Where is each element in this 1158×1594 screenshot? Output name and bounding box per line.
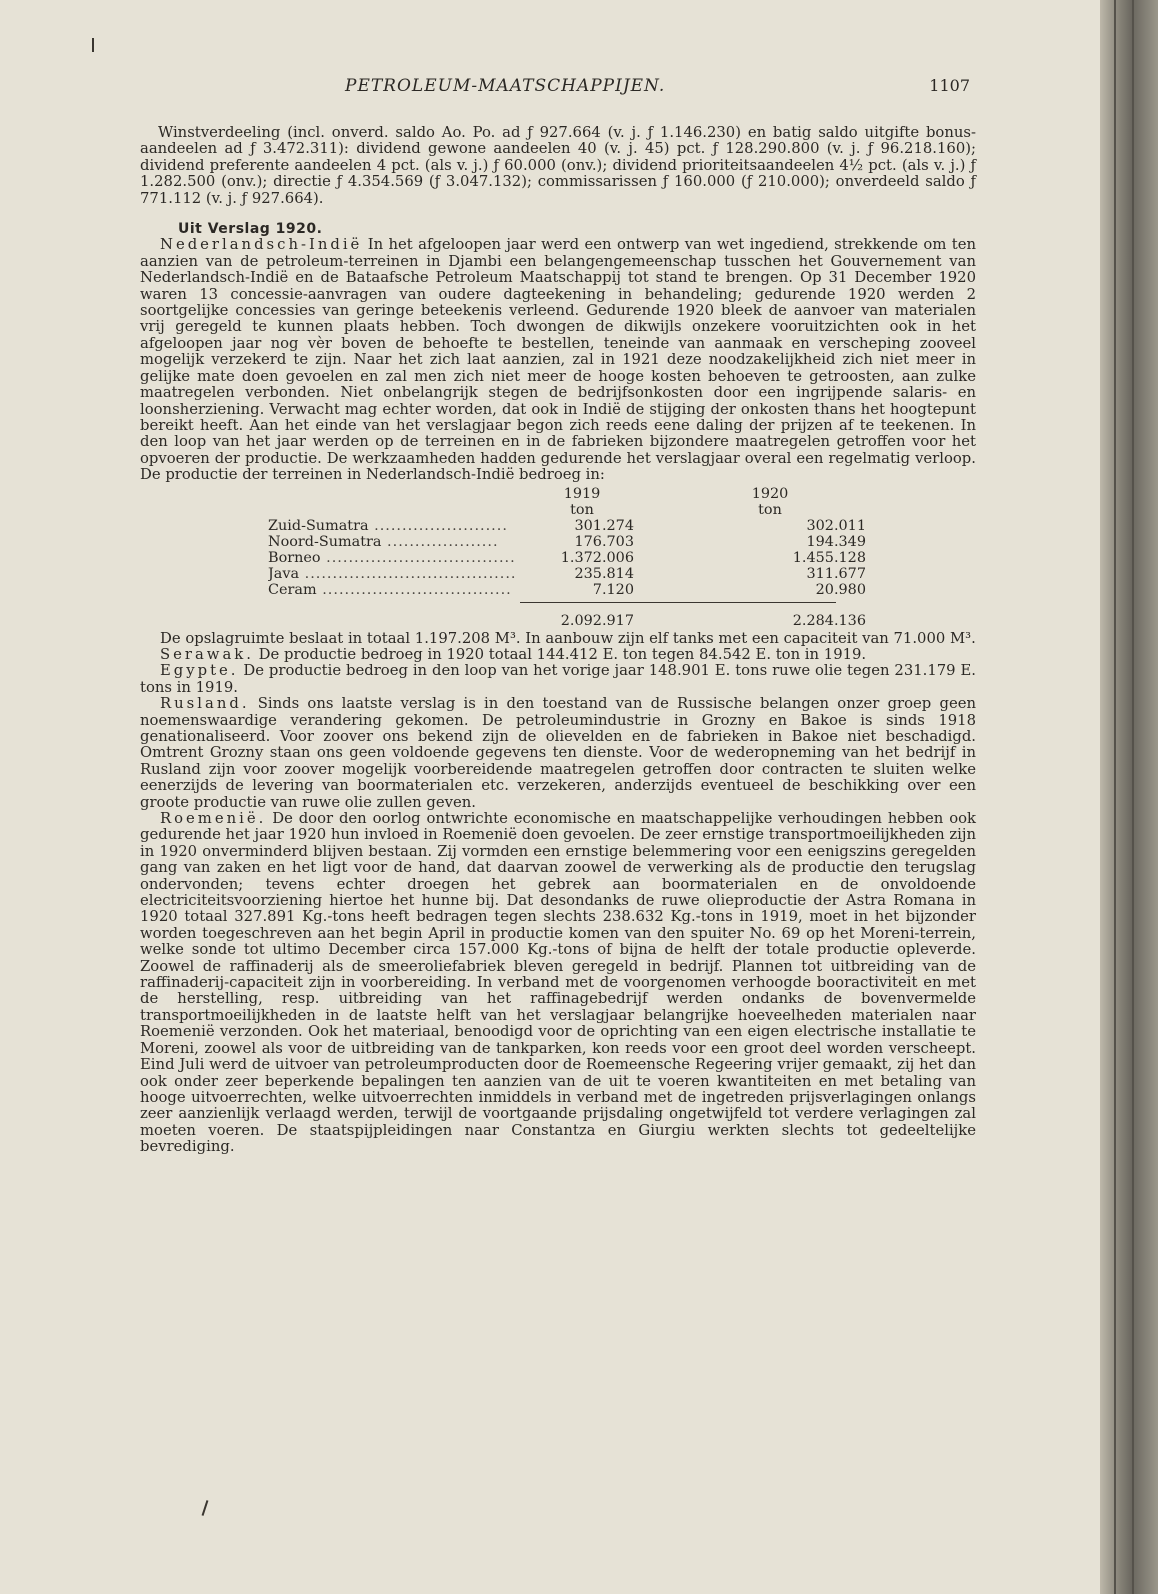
value-1920: 311.677 (806, 565, 866, 582)
value-1920: 302.011 (806, 517, 866, 534)
value-1919: 235.814 (574, 565, 634, 582)
table-header-units (268, 502, 866, 518)
table-row: Borneo .................................. 1.372.006 1.455.128 (268, 549, 866, 566)
value-1919: 7.120 (592, 581, 634, 598)
table-row: Zuid-Sumatra ........................ 301.274 302.011 (268, 517, 866, 534)
value-1920: 1.455.128 (792, 549, 866, 566)
paragraph-nederlandsch-indie (140, 237, 976, 483)
unit-header: ton (758, 501, 782, 518)
value-1920: 194.349 (806, 533, 866, 550)
page-number: 1107 (929, 76, 970, 95)
paragraph-lead: Serawak. (160, 645, 254, 663)
spine-edge (1132, 0, 1134, 1594)
table-row: Ceram .................................. 7.120 20.980 (268, 581, 866, 598)
paragraph-text: De door den oorlog ontwrichte economische en maatschappelijke verhoudingen hebben ook gedurende het jaar 1920 hun invloed in Roemenië doen gevoelen. De zeer ernstige transportmoeilijkheden zijn in 1920 onverminderd blijven bestaan. Zij vormden een ernstige belemmering voor een eenigszins geregelden gang van zaken en het ligt voor de hand, dat daarvan zoowel de verwerking als de productie den terugslag ondervonden; tevens echter droegen het gebrek aan boormaterialen en de onvoldoende electriciteitsvoorziening hiertoe het hunne bij. Dat desondanks de ruwe olieproductie der Astra Romana in 1920 totaal 327.891 Kg.-tons heeft bedragen tegen slechts 238.632 Kg.-tons in 1919, moet in het bijzonder worden toegeschreven aan het begin April in productie komen van den spuiter No. 69 op het Moreni-terrein, welke sonde tot ultimo December circa 157.000 Kg.-tons of bijna de helft der totale productie opleverde. Zoowel de raffinaderij als de smeeroliefabriek bleven geregeld in bedrijf. Plannen tot uitbreiding van de raffinaderij-capaciteit zijn in voorbereiding. In verband met de voorgenomen verhoogde booractiviteit en met de herstelling, resp. uitbreiding van het raffinagebedrijf werden ondanks de bovenvermelde transportmoeilijkheden in de laatste helft van het verslagjaar belangrijke hoeveelheden materialen naar Roemenië verzonden. Ook het materiaal, benoodigd voor de oprichting van een eigen electrische installatie te Moreni, zoowel als voor de uitbreiding van de tankparken, kon reeds voor een groot deel worden verscheept. Eind Juli werd de uitvoer van petroleumproducten door de Roemeensche Regeering vrijer gemaakt, zij het dan ook onder zeer beperkende bepalingen ten aanzien van de uit te voeren kwantiteiten en met betaling van hooge uitvoerrechten, welke uitvoerrechten inmiddels in verband met de ingetreden prijsverlagingen onlangs zeer aanzienlijk verlaagd werden, terwijl de voortgaande prijsdaling ongetwijfeld tot verdere verlagingen zal moeten voeren. De staatspijpleidingen naar Constantza en Giurgiu werkten slechts tot gedeeltelijke bevrediging. (140, 810, 976, 1156)
paragraph-rusland (140, 696, 976, 811)
paragraph-lead: Rusland. (160, 695, 250, 713)
total-1920: 2.284.136 (792, 612, 866, 629)
paragraph-serawak (140, 647, 976, 663)
table-total-row (268, 603, 866, 629)
unit-header: ton (570, 501, 594, 518)
region-name: Noord-Sumatra (268, 533, 382, 550)
value-1919: 176.703 (574, 533, 634, 550)
section-heading: Uit Verslag 1920. (178, 221, 323, 238)
running-title: PETROLEUM-MAATSCHAPPIJEN. (345, 76, 666, 96)
paragraph-text: In het afgeloopen jaar werd een ontwerp van wet ingediend, strekkende om ten aanzien van de petroleum-terreinen in Djambi een belangengemeenschap tusschen het Gouvernement van Nederlandsch-Indië en de Bataafsche Petroleum Maatschappij tot stand te brengen. Op 31 December 1920 waren 13 concessie-aanvragen van oudere dagteekening in behandeling; gedurende 1920 werden 2 soortgelijke concessies van geringe beteekenis verleend. Gedurende 1920 bleek de aanvoer van materialen vrij geregeld te kunnen plaats hebben. Toch dwongen de dikwijls onzekere vooruitzichten ook in het afgeloopen jaar nog vèr boven de behoefte te bestellen, teneinde van aanmaak en verscheping zooveel mogelijk verzekerd te zijn. Naar het zich laat aanzien, zal in 1921 deze noodzakelijkheid zich niet meer in gelijke mate doen gevoelen en zal men zich niet meer de hooge kosten behoeven te getroosten, aan zulke maatregelen verbonden. Niet onbelangrijk stegen de bedrijfsonkosten door een ingrijpende salaris- en loonsherziening. Verwacht mag echter worden, dat ook in Indië de stijging der onkosten thans het hoogtepunt bereikt heeft. Aan het einde van het verslagjaar begon zich reeds eene daling der prijzen af te teekenen. In den loop van het jaar werden op de terreinen en in de fabrieken bijzondere maatregelen getroffen voor het opvoeren der productie. De werkzaamheden hadden gedurende het verslagjaar overal een regelmatig verloop. De productie der terreinen in Nederlandsch-Indië bedroeg in: (140, 236, 976, 484)
table-row: Noord-Sumatra .................... 176.703 194.349 (268, 533, 866, 550)
year-header: 1920 (751, 485, 789, 502)
region-name: Borneo (268, 549, 321, 566)
paragraph-lead: Egypte. (160, 662, 239, 680)
region-name: Ceram (268, 581, 317, 598)
table-header-years (268, 486, 866, 502)
paragraph-roemenie (140, 811, 976, 1156)
book-spine (1100, 0, 1158, 1594)
paragraph-egypte (140, 663, 976, 696)
paragraph-lead: Nederlandsch-Indië (160, 236, 363, 254)
paragraph-text: De productie bedroeg in den loop van het vorige jaar 148.901 E. tons ruwe olie tegen 231.179 E. tons in 1919. (140, 662, 976, 696)
region-name: Java (268, 565, 300, 582)
region-name: Zuid-Sumatra (268, 517, 369, 534)
running-header (140, 76, 970, 102)
table-row: Java ...................................... 235.814 311.677 (268, 565, 866, 582)
value-1920: 20.980 (815, 581, 866, 598)
page-body (140, 125, 976, 1156)
value-1919: 1.372.006 (560, 549, 634, 566)
year-header: 1919 (563, 485, 601, 502)
value-1919: 301.274 (574, 517, 634, 534)
profit-distribution-paragraph: Winstverdeeling (incl. onverd. saldo Ao. Po. ad ƒ 927.664 (v. j. ƒ 1.146.230) en batig saldo uitgifte bonus-aandeelen ad ƒ 3.472.311): dividend gewone aandeelen 40 (v. j. 45) pct. ƒ 128.290.800 (v. j. ƒ 96.218.160); dividend preferente aandeelen 4 pct. (als v. j.) ƒ 60.000 (onv.); dividend prioriteitsaandeelen 4½ pct. (als v. j.) ƒ 1.282.500 (onv.); directie ƒ 4.354.569 (ƒ 3.047.132); commissarissen ƒ 160.000 (ƒ 210.000); onverdeeld saldo ƒ 771.112 (v. j. ƒ 927.664). (140, 124, 976, 207)
margin-mark (202, 1500, 209, 1516)
paragraph-opslag: De opslagruimte beslaat in totaal 1.197.208 M³. In aanbouw zijn elf tanks met een capaciteit van 71.000 M³. (160, 629, 976, 647)
paragraph-lead: Roemenië. (160, 810, 267, 827)
paragraph-text: De productie bedroeg in 1920 totaal 144.412 E. ton tegen 84.542 E. ton in 1919. (253, 645, 867, 663)
paragraph-text: Sinds ons laatste verslag is in den toestand van de Russische belangen onzer groep geen noemenswaardige verandering gekomen. De petroleumindustrie in Grozny en Bakoe is sinds 1918 genationaliseerd. Voor zoover ons bekend zijn de olievelden en de fabrieken in Bakoe niet beschadigd. Omtrent Grozny staan ons geen voldoende gegevens ten dienste. Voor de wederopneming van het bedrijf in Rusland zijn voor zoover mogelijk voorbereidende maatregelen getroffen door contracten te sluiten welke eenerzijds de levering van boormaterialen etc. verzekeren, anderzijds eventueel de beschikking over een groote productie van ruwe olie zullen geven. (140, 695, 976, 811)
total-1919: 2.092.917 (560, 612, 634, 629)
production-table (268, 486, 866, 629)
spine-edge (1114, 0, 1116, 1594)
margin-mark (92, 38, 94, 52)
